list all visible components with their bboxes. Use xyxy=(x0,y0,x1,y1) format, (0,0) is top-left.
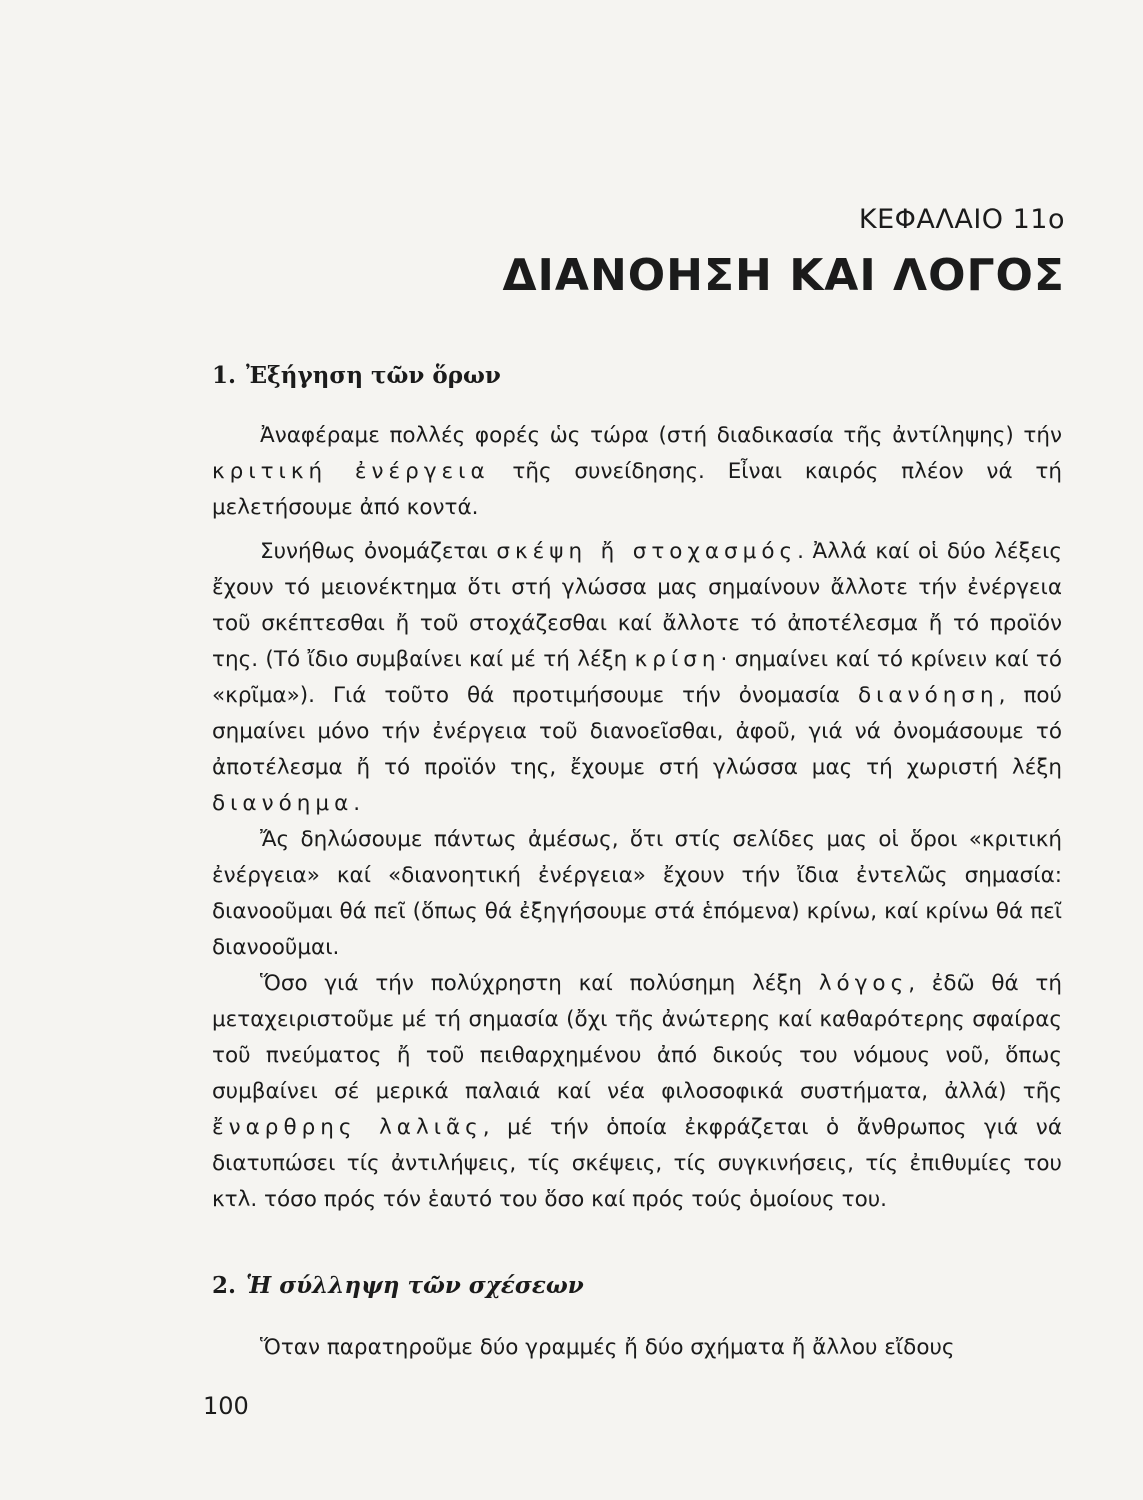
text-run: , μέ τήν ὁποία ἐκφράζεται ὁ ἄνθρωπος γιά νά διατυπώσει τίς ἀντιλήψεις, τίς σκέψεις, τίς συγκινήσεις, τίς ἐπιθυμίες του κτλ. τόσο πρός τόν ἑαυτό του ὅσο καί πρός τούς ὁμοίους του. xyxy=(212,1115,1062,1212)
text-run: Ὅταν παρατηροῦμε δύο γραμμές ἤ δύο σχήματα ἤ ἄλλου εἴδους xyxy=(260,1335,955,1360)
paragraph-1 xyxy=(212,418,1062,526)
paragraph-4 xyxy=(212,966,1062,1218)
emphasized-term: σκέψη xyxy=(496,539,588,564)
section-heading-1 xyxy=(212,362,501,389)
text-run: Συνήθως ὀνομάζεται xyxy=(260,539,497,564)
emphasized-term: ἔναρθρης λαλιᾶς xyxy=(212,1115,483,1140)
emphasized-term: στοχασμός xyxy=(632,539,798,564)
section-number: 1. xyxy=(212,362,237,389)
text-run: ἤ xyxy=(587,539,633,564)
paragraph-3 xyxy=(212,822,1062,966)
text-run: · σημαίνει καί τό κρίνειν καί τό «κρῖμα»). Γιά τοῦτο θά προτιμήσουμε τήν ὀνομασία xyxy=(212,647,1062,708)
text-run: τῆς συνείδησης. Εἶναι καιρός πλέον νά τή μελετήσουμε ἀπό κοντά. xyxy=(212,459,1062,520)
emphasized-term: λόγος xyxy=(818,971,909,996)
paragraph-2 xyxy=(212,534,1062,822)
emphasized-term: κριτική ἐνέργεια xyxy=(212,459,490,484)
text-run: . xyxy=(353,791,361,816)
chapter-label: ΚΕΦΑΛΑΙΟ 11ο xyxy=(858,204,1065,235)
section-number: 2. xyxy=(212,1272,237,1299)
section-title: Ἐξήγηση τῶν ὅρων xyxy=(246,362,501,389)
page-number: 100 xyxy=(203,1392,249,1420)
text-run: , πού σημαίνει μόνο τήν ἐνέργεια τοῦ διανοεῖσθαι, ἀφοῦ, γιά νά ὀνομάσουμε τό ἀποτέλεσμα ἤ τό προϊόν της, ἔχουμε στή γλώσσα μας τή χωριστή λέξη xyxy=(212,683,1062,780)
paragraph-5 xyxy=(212,1330,1062,1366)
text-run: , ἐδῶ θά τή μεταχειριστοῦμε μέ τή σημασία (ὄχι τῆς ἀνώτερης καί καθαρότερης σφαίρας τοῦ πνεύματος ἤ τοῦ πειθαρχημένου ἀπό δικούς του νόμους νοῦ, ὅπως συμβαίνει σέ μερικά παλαιά καί νέα φιλοσοφικά συστήματα, ἀλλά) τῆς xyxy=(212,971,1062,1104)
text-run: Ὅσο γιά τήν πολύχρηστη καί πολύσημη λέξη xyxy=(260,971,819,996)
section-title: Ἡ σύλληψη τῶν σχέσεων xyxy=(246,1272,584,1299)
text-run: Ἀναφέραμε πολλές φορές ὡς τώρα (στή διαδικασία τῆς ἀντίληψης) τήν xyxy=(260,423,1062,448)
text-run: . Ἀλλά καί οἱ δύο λέξεις ἔχουν τό μειονέκτημα ὅτι στή γλώσσα μας σημαίνουν ἄλλοτε τήν ἐνέργεια τοῦ σκέπτεσθαι ἤ τοῦ στοχάζεσθαι καί ἄλλοτε τό ἀποτέλεσμα ἤ τό προϊόν της. (Τό ἴδιο συμβαίνει καί μέ τή λέξη xyxy=(212,539,1063,672)
emphasized-term: κρίση xyxy=(634,647,721,672)
body-text-section-1 xyxy=(212,418,1062,1218)
section-heading-2 xyxy=(212,1272,584,1299)
body-text-section-2 xyxy=(212,1330,1062,1366)
chapter-title: ΔΙΑΝΟΗΣΗ ΚΑΙ ΛΟΓΟΣ xyxy=(502,250,1065,301)
emphasized-term: διανόημα xyxy=(212,791,354,816)
text-run: Ἄς δηλώσουμε πάντως ἀμέσως, ὅτι στίς σελίδες μας οἱ ὅροι «κριτική ἐνέργεια» καί «διανοητική ἐνέργεια» ἔχουν τήν ἴδια ἐντελῶς σημασία: διανοοῦμαι θά πεῖ (ὅπως θά ἐξηγήσουμε στά ἑπόμενα) κρίνω, καί κρίνω θά πεῖ διανοοῦμαι. xyxy=(212,827,1062,960)
emphasized-term: διανόηση xyxy=(857,683,999,708)
